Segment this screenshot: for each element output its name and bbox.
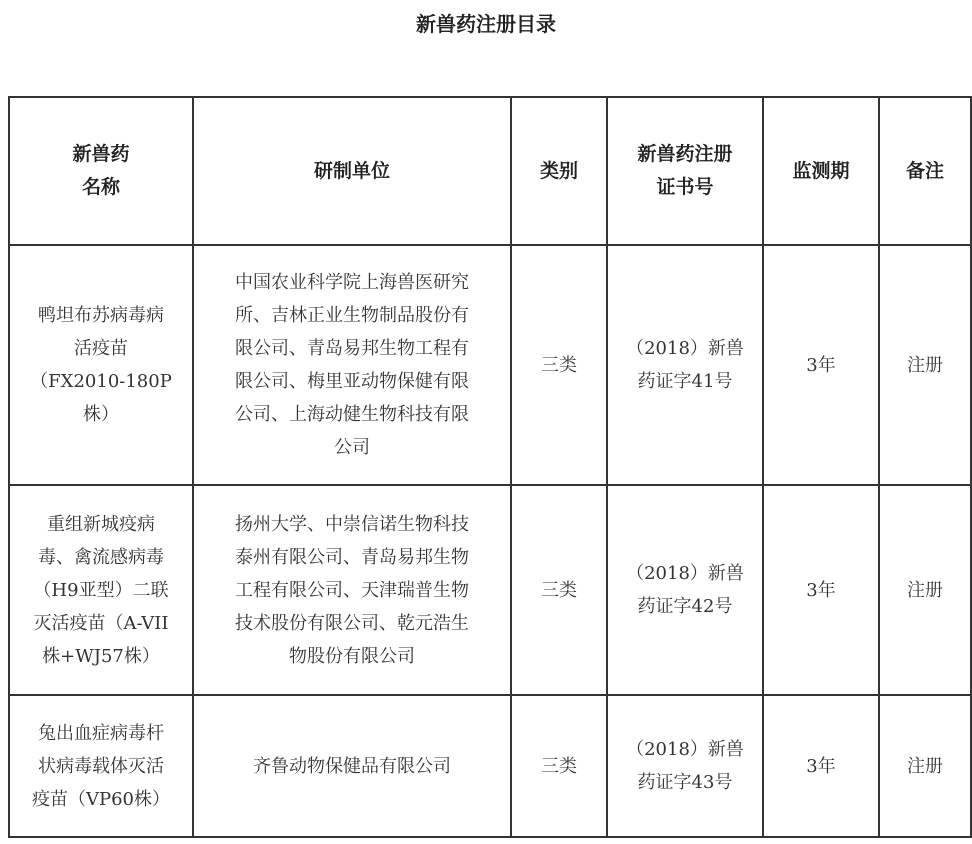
developer-line: 技术股份有限公司、乾元浩生 — [235, 612, 469, 634]
developer-line: 公司 — [334, 437, 370, 458]
remark-cell: 注册 — [879, 245, 971, 485]
developer-line: 泰州有限公司、青岛易邦生物 — [235, 546, 469, 568]
drug-name-line: 兔出血症病毒杆 — [38, 722, 164, 744]
drug-name-line: 重组新城疫病 — [47, 513, 155, 535]
category-cell: 三类 — [511, 245, 607, 485]
developer-line: 限公司、青岛易邦生物工程有 — [235, 338, 469, 359]
header-certificate-number — [607, 97, 763, 245]
vet-drug-registry-table — [8, 96, 972, 838]
certificate-cell — [607, 245, 763, 485]
developer-line: 所、吉林正业生物制品股份有 — [235, 305, 469, 326]
header-remark: 备注 — [879, 97, 971, 245]
table-row — [9, 695, 971, 837]
certificate-line: 药证字43号 — [637, 772, 733, 793]
developer-line: 限公司、梅里亚动物保健有限 — [235, 371, 469, 392]
table-header-row — [9, 97, 971, 245]
drug-name-line: 毒、禽流感病毒 — [38, 546, 164, 568]
drug-name-cell — [9, 245, 193, 485]
remark-cell: 注册 — [879, 695, 971, 837]
header-category: 类别 — [511, 97, 607, 245]
header-certificate-line-2: 证书号 — [656, 176, 714, 198]
monitoring-period-cell: 3年 — [763, 695, 879, 837]
drug-name-line: 株+WJ57株） — [42, 645, 160, 667]
certificate-line: （2018）新兽 — [626, 338, 744, 359]
drug-name-line: 疫苗（VP60株） — [31, 788, 170, 810]
developer-line: 物股份有限公司 — [289, 645, 415, 667]
developer-cell — [193, 485, 511, 695]
header-drug-name-line-2: 名称 — [81, 176, 120, 198]
drug-name-line: （FX2010-180P — [30, 371, 172, 392]
developer-line: 中国农业科学院上海兽医研究 — [235, 272, 469, 293]
category-cell: 三类 — [511, 485, 607, 695]
certificate-cell — [607, 485, 763, 695]
developer-line: 工程有限公司、天津瑞普生物 — [235, 579, 469, 601]
table-row — [9, 485, 971, 695]
developer-cell — [193, 695, 511, 837]
monitoring-period-cell: 3年 — [763, 245, 879, 485]
header-certificate-line-1: 新兽药注册 — [637, 143, 733, 165]
developer-line: 齐鲁动物保健品有限公司 — [253, 755, 451, 777]
developer-line: 公司、上海动健生物科技有限 — [235, 404, 469, 425]
header-monitoring-period: 监测期 — [763, 97, 879, 245]
drug-name-line: 株） — [83, 404, 119, 425]
certificate-line: 药证字42号 — [637, 596, 733, 617]
table-row — [9, 245, 971, 485]
remark-cell: 注册 — [879, 485, 971, 695]
drug-name-line: 活疫苗 — [74, 338, 128, 359]
drug-name-line: 鸭坦布苏病毒病 — [38, 305, 164, 326]
header-drug-name-line-1: 新兽药 — [72, 143, 130, 165]
header-developer: 研制单位 — [193, 97, 511, 245]
drug-name-line: （H9亚型）二联 — [33, 579, 169, 601]
developer-cell — [193, 245, 511, 485]
certificate-line: （2018）新兽 — [626, 563, 744, 584]
certificate-line: （2018）新兽 — [626, 739, 744, 760]
drug-name-line: 状病毒载体灭活 — [38, 755, 164, 777]
developer-line: 扬州大学、中崇信诺生物科技 — [235, 513, 469, 535]
document-title: 新兽药注册目录 — [416, 12, 556, 36]
drug-name-cell — [9, 485, 193, 695]
certificate-line: 药证字41号 — [637, 371, 733, 392]
header-drug-name — [9, 97, 193, 245]
drug-name-line: 灭活疫苗（A-VII — [33, 612, 169, 634]
drug-name-cell — [9, 695, 193, 837]
certificate-cell — [607, 695, 763, 837]
category-cell: 三类 — [511, 695, 607, 837]
monitoring-period-cell: 3年 — [763, 485, 879, 695]
